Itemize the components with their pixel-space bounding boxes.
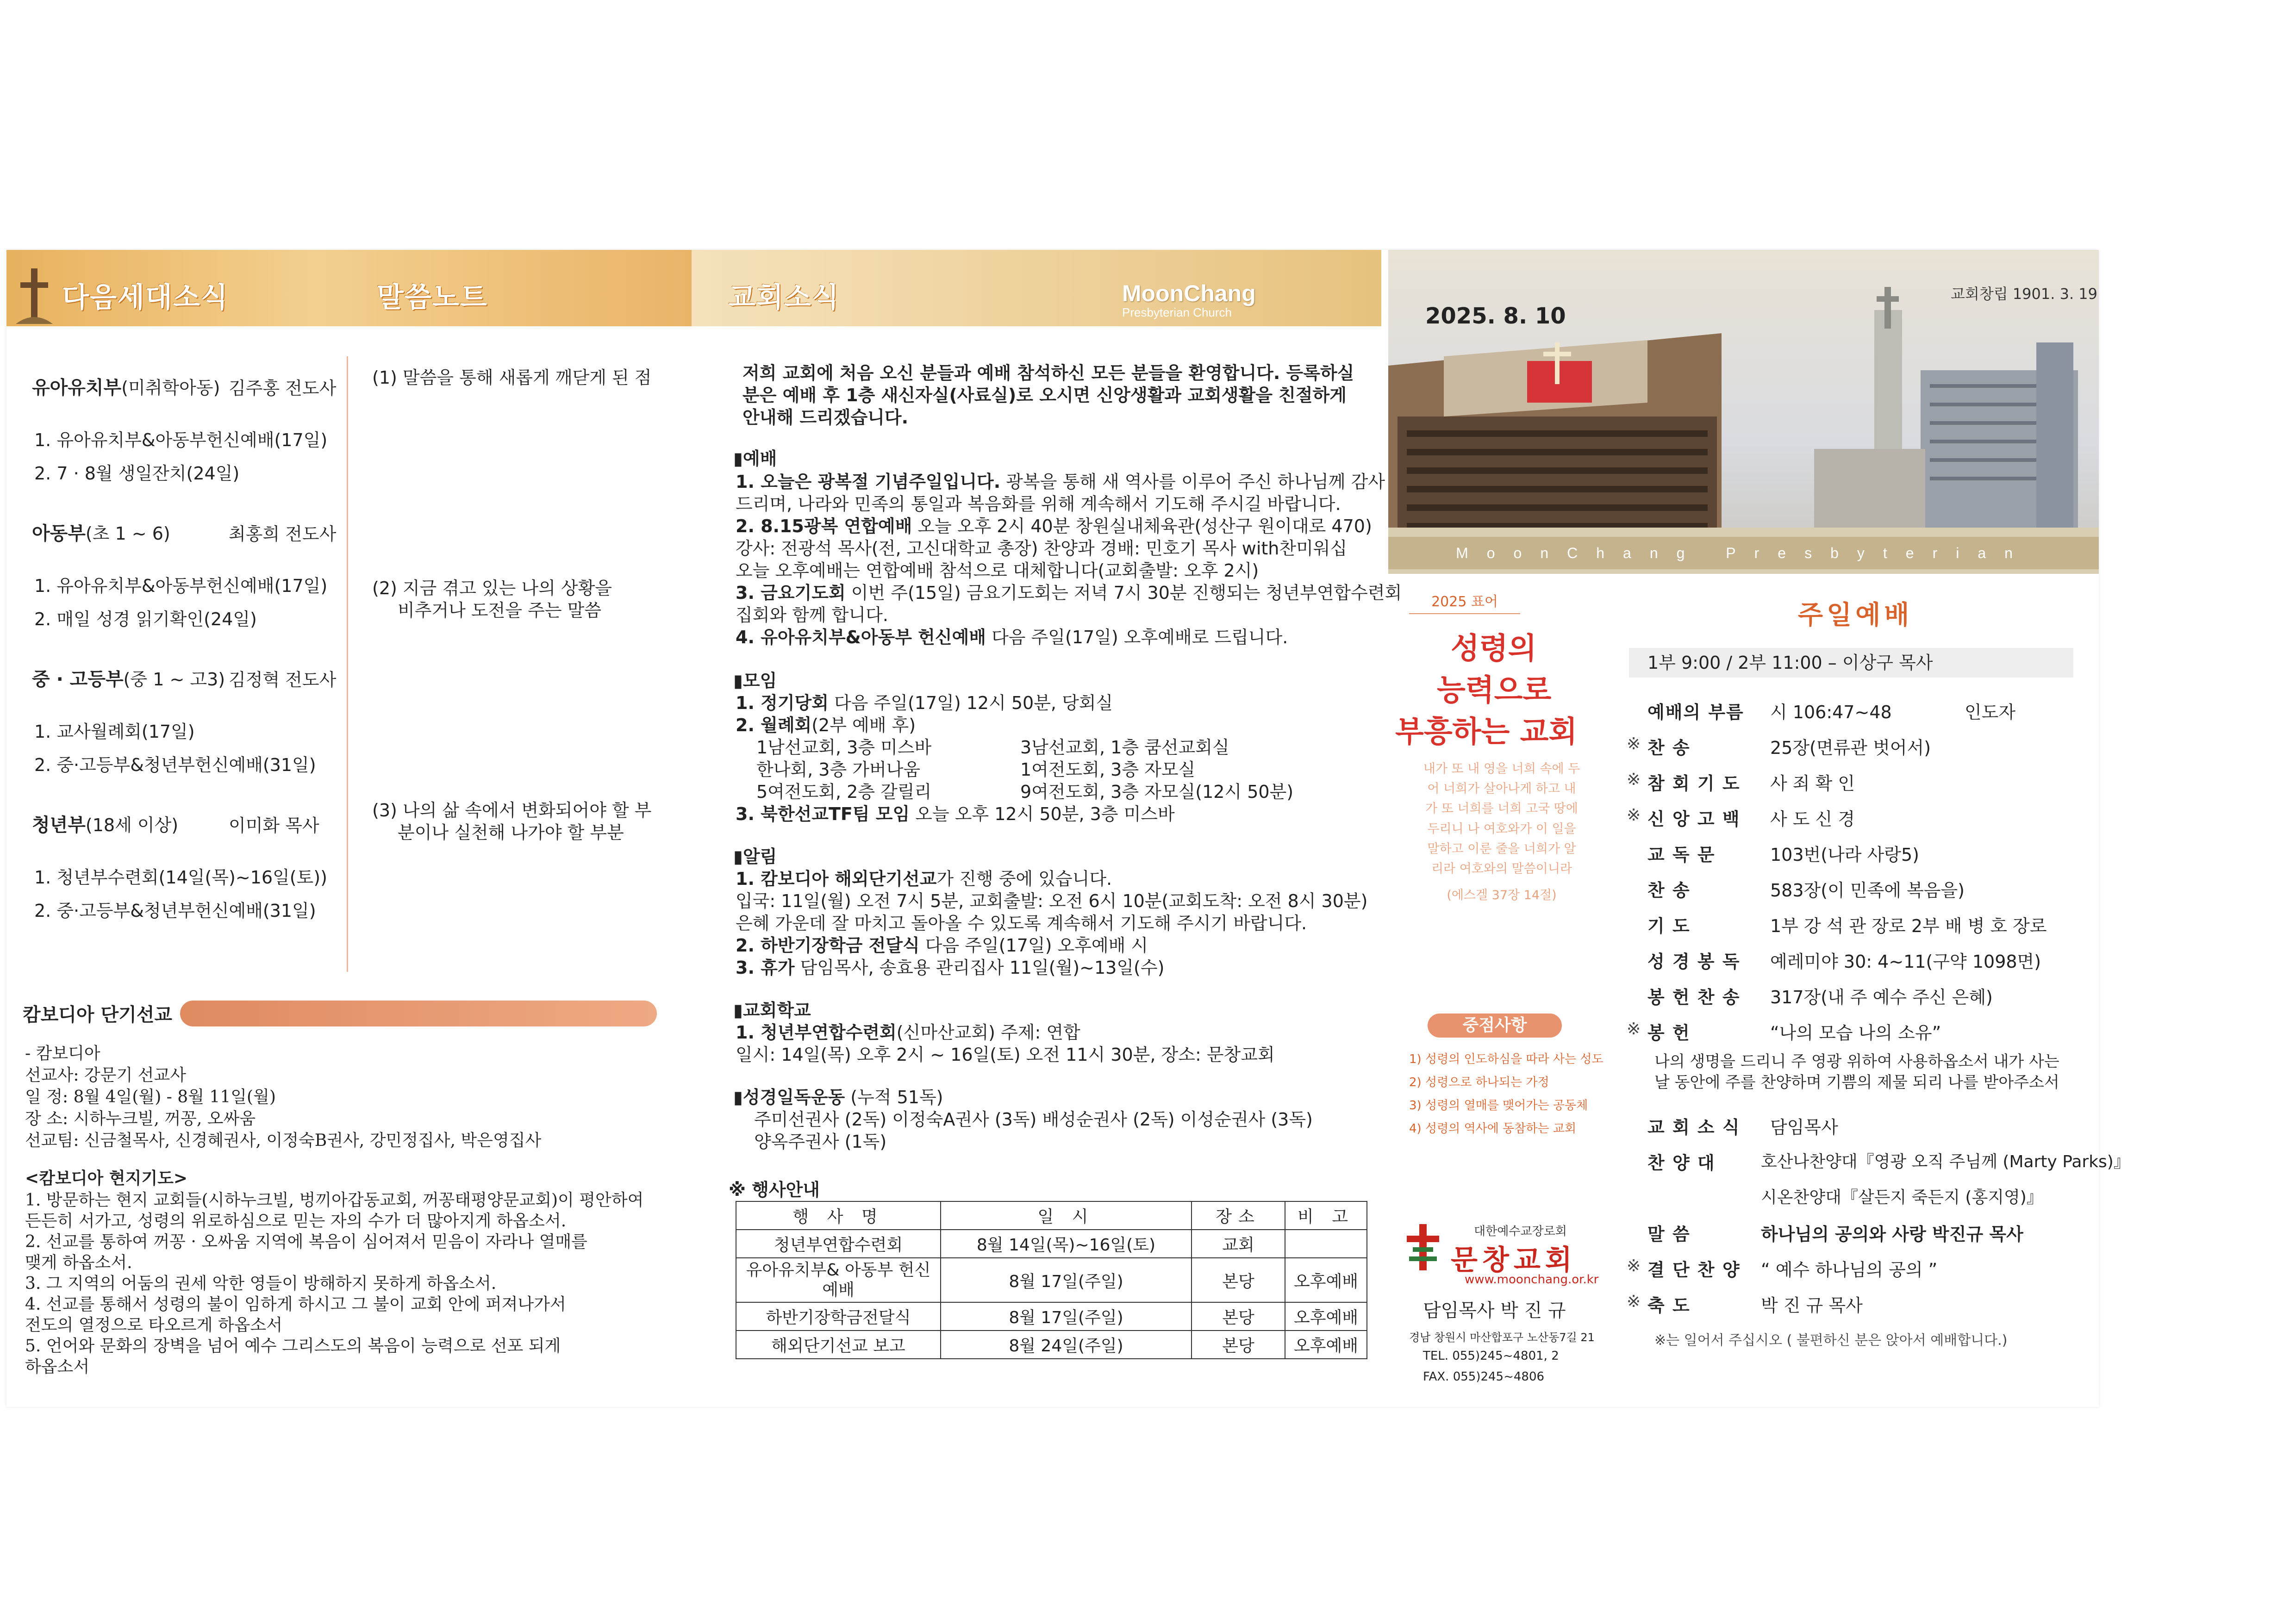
news-line: 강사: 전광석 목사(전, 고신대학교 총장) 찬양과 경배: 민호기 목사 with찬미워십 bbox=[736, 538, 1348, 559]
order-label: 봉 헌 찬 송 bbox=[1647, 987, 1741, 1007]
order-label: 찬 양 대 bbox=[1647, 1153, 1716, 1173]
standing-mark: ※ bbox=[1627, 770, 1641, 789]
intro-line: 안내해 드리겠습니다. bbox=[742, 407, 909, 428]
order-value: 317장(내 주 예수 주신 은혜) bbox=[1770, 987, 1993, 1007]
verse-line: 가 또 너희를 너희 고국 땅에 bbox=[1425, 802, 1578, 816]
order-value: “나의 모습 나의 소유” bbox=[1770, 1023, 1941, 1043]
cambodia-line: 선교팀: 신금철목사, 신경혜권사, 이정숙B권사, 강민정집사, 박은영집사 bbox=[25, 1131, 542, 1150]
church-address: 경남 창원시 마산합포구 노산동7길 21 bbox=[1409, 1331, 1595, 1344]
table-cell: 오후예배 bbox=[1285, 1331, 1367, 1359]
offering-text: 나의 생명을 드리니 주 영광 위하여 사용하옵소서 내가 사는 bbox=[1654, 1052, 2059, 1071]
order-label: 봉 헌 bbox=[1647, 1023, 1691, 1043]
brand-name: MoonChang bbox=[1122, 280, 1256, 306]
table-cell: 교회 bbox=[1192, 1230, 1285, 1258]
table-header: 행 사 명 bbox=[736, 1201, 941, 1230]
church-logo-icon bbox=[1404, 1222, 1441, 1273]
section-kindergarten: 유아유치부(미취학아동) bbox=[32, 377, 220, 398]
meeting-place: 5여전도회, 2층 갈릴리 bbox=[756, 782, 932, 802]
sermon-prompt-2b: 비추거나 도전을 주는 말씀 bbox=[398, 600, 602, 621]
list-item: 2. 중·고등부&청년부헌신예배(31일) bbox=[34, 755, 316, 775]
news-line: 3. 휴가 담임목사, 송효용 관리집사 11일(월)~13일(수) bbox=[736, 958, 1165, 978]
table-row bbox=[736, 1258, 1367, 1302]
prayer-line: 하옵소서 bbox=[25, 1357, 90, 1376]
table-cell: 본당 bbox=[1192, 1258, 1285, 1302]
verse-line: 내가 또 내 영을 너희 속에 두 bbox=[1423, 762, 1580, 776]
news-head-school: ▮교회학교 bbox=[733, 1000, 811, 1020]
table-header: 비 고 bbox=[1285, 1201, 1367, 1230]
order-value: 1부 강 석 관 장로 2부 배 병 호 장로 bbox=[1770, 916, 2047, 936]
prayer-line: 든든히 서가고, 성령의 위로하심으로 믿는 자의 수가 더 많아지게 하옵소서. bbox=[25, 1212, 567, 1231]
news-line: 4. 유아유치부&아동부 헌신예배 다음 주일(17일) 오후예배로 드립니다. bbox=[736, 627, 1288, 647]
order-value: 호산나찬양대『영광 오직 주님께 (Marty Parks)』 bbox=[1761, 1152, 2130, 1171]
table-cell: 8월 17일(주일) bbox=[941, 1302, 1192, 1331]
church-tel: TEL. 055)245~4801, 2 bbox=[1423, 1349, 1559, 1363]
intro-line: 분은 예배 후 1층 새신자실(사료실)로 오시면 신앙생활과 교회생활을 친절하게 bbox=[742, 385, 1347, 405]
news-head-bible: ▮성경일독운동 (누적 51독) bbox=[733, 1087, 943, 1107]
focus-item: 2) 성령으로 하나되는 가정 bbox=[1409, 1076, 1549, 1089]
order-value: 583장(이 민족에 복음을) bbox=[1770, 880, 1965, 901]
bible-readers: 양옥주권사 (1독) bbox=[754, 1132, 887, 1152]
cambodia-line: 장 소: 시하누크빌, 꺼꽁, 오싸움 bbox=[25, 1109, 256, 1128]
motto-line: 능력으로 bbox=[1437, 673, 1552, 708]
motto-line: 성령의 bbox=[1451, 632, 1537, 666]
news-line: 일시: 14일(목) 오후 2시 ~ 16일(토) 오전 11시 30분, 장소: 문창교회 bbox=[736, 1045, 1275, 1065]
news-line: 드리며, 나라와 민족의 통일과 복음화를 위해 계속해서 기도해 주시길 바랍니다. bbox=[736, 494, 1341, 514]
table-header-row bbox=[736, 1201, 1367, 1230]
meeting-place: 9여전도회, 3층 자모실(12시 50분) bbox=[1020, 782, 1294, 802]
section-youth: 중 · 고등부(중 1 ~ 고3) bbox=[32, 669, 225, 690]
table-cell: 해외단기선교 보고 bbox=[736, 1331, 941, 1359]
teacher-young-adult: 이미화 목사 bbox=[229, 815, 319, 836]
verse-line: 두리니 나 여호와가 이 일을 bbox=[1427, 821, 1576, 836]
standing-footnote: ※는 일어서 주십시오 ( 불편하신 분은 앉아서 예배합니다.) bbox=[1654, 1332, 2008, 1349]
cambodia-title-bar bbox=[180, 1001, 657, 1026]
section-young-adult: 청년부(18세 이상) bbox=[32, 815, 179, 836]
verse-line: 말하고 이룬 줄을 너희가 알 bbox=[1427, 841, 1576, 856]
cambodia-prayer-title: <캄보디아 현지기도> bbox=[25, 1169, 188, 1188]
section-title-church-news: 교회소식 bbox=[729, 281, 840, 314]
service-title: 주일예배 bbox=[1798, 600, 1913, 630]
news-line: 오늘 오후예배는 연합예배 참석으로 대체합니다(교회출발: 오후 2시) bbox=[736, 560, 1259, 581]
cover-banner: MoonChang Presbyterian Church bbox=[1388, 537, 2099, 569]
news-line: 입국: 11일(월) 오전 7시 5분, 교회출발: 오전 6시 10분(교회도착: 오전 8시 30분) bbox=[736, 891, 1368, 911]
order-value: “ 예수 하나님의 공의 ” bbox=[1761, 1260, 1938, 1280]
offering-text: 날 동안에 주를 찬양하며 기쁨의 제물 되리 나를 받아주소서 bbox=[1654, 1073, 2059, 1092]
prayer-line: 전도의 열정으로 타오르게 하옵소서 bbox=[25, 1316, 282, 1335]
sermon-prompt-1: (1) 말씀을 통해 새롭게 깨닫게 된 점 bbox=[372, 367, 652, 388]
bulletin-sheet bbox=[6, 250, 2130, 1407]
list-item: 2. 중·고등부&청년부헌신예배(31일) bbox=[34, 901, 316, 921]
table-cell: 하반기장학금전달식 bbox=[736, 1302, 941, 1331]
focus-title: 중점사항 bbox=[1428, 1014, 1562, 1038]
meeting-place: 1남선교회, 3층 미스바 bbox=[756, 737, 932, 758]
cover-date: 2025. 8. 10 bbox=[1425, 303, 1566, 329]
order-label: 기 도 bbox=[1647, 916, 1691, 936]
order-value: 박 진 규 목사 bbox=[1761, 1295, 1863, 1316]
news-line: 1. 정기당회 다음 주일(17일) 12시 50분, 당회실 bbox=[736, 693, 1113, 713]
denomination: 대한예수교장로회 bbox=[1474, 1225, 1567, 1238]
list-item: 2. 7 · 8월 생일잔치(24일) bbox=[34, 463, 240, 484]
focus-item: 1) 성령의 인도하심을 따라 사는 성도 bbox=[1409, 1052, 1603, 1066]
news-line: 3. 북한선교TF팀 모임 오늘 오후 12시 50분, 3층 미스바 bbox=[736, 804, 1175, 824]
prayer-line: 1. 방문하는 현지 교회들(시하누크빌, 벙끼아갑동교회, 꺼꽁태평양문교회)이 평안하여 bbox=[25, 1191, 644, 1210]
order-label: 축 도 bbox=[1647, 1295, 1691, 1316]
order-value: 예레미야 30: 4~11(구약 1098면) bbox=[1770, 951, 2041, 972]
order-label: 예배의 부름 bbox=[1647, 702, 1744, 722]
standing-mark: ※ bbox=[1627, 1292, 1641, 1311]
list-item: 2. 매일 성경 읽기확인(24일) bbox=[34, 609, 257, 629]
list-item: 1. 유아유치부&아동부헌신예배(17일) bbox=[34, 430, 328, 450]
church-fax: FAX. 055)245~4806 bbox=[1423, 1370, 1545, 1384]
prayer-line: 5. 언어와 문화의 장벽을 넘어 예수 그리스도의 복음이 능력으로 선포 되게 bbox=[25, 1337, 561, 1356]
table-row bbox=[736, 1302, 1367, 1331]
prayer-line: 2. 선교를 통하여 꺼꽁 · 오싸움 지역에 복음이 심어져서 믿음이 자라나 열매를 bbox=[25, 1232, 587, 1251]
table-header: 일 시 bbox=[941, 1201, 1192, 1230]
prayer-line: 4. 선교를 통해서 성령의 불이 임하게 하시고 그 불이 교회 안에 퍼져나가서 bbox=[25, 1295, 566, 1314]
verse-block bbox=[1409, 759, 1594, 905]
table-cell: 오후예배 bbox=[1285, 1258, 1367, 1302]
news-line: 2. 하반기장학금 전달식 다음 주일(17일) 오후예배 시 bbox=[736, 935, 1148, 956]
news-head-notice: ▮알림 bbox=[733, 846, 777, 867]
verse-ref: (에스겔 37장 14절) bbox=[1447, 888, 1557, 903]
standing-mark: ※ bbox=[1627, 1256, 1641, 1275]
list-item: 1. 청년부수련회(14일(목)~16일(토)) bbox=[34, 867, 327, 888]
news-head-worship: ▮예배 bbox=[733, 448, 777, 469]
order-value: 하나님의 공의와 사랑 박진규 목사 bbox=[1761, 1224, 2023, 1244]
news-head-meeting: ▮모임 bbox=[733, 671, 777, 691]
prayer-line: 맺게 하옵소서. bbox=[25, 1253, 132, 1272]
sermon-prompt-3b: 분이나 실천해 나가야 할 부분 bbox=[398, 822, 624, 843]
bible-readers: 주미선권사 (2독) 이정숙A권사 (3독) 배성순권사 (2독) 이성순권사 (3독) bbox=[754, 1109, 1313, 1130]
order-label: 말 씀 bbox=[1647, 1224, 1691, 1244]
order-value: 25장(면류관 벗어서) bbox=[1770, 738, 1931, 758]
verse-line: 어 너희가 살아나게 하고 내 bbox=[1427, 782, 1576, 796]
standing-mark: ※ bbox=[1627, 734, 1641, 753]
order-label: 성 경 봉 독 bbox=[1647, 951, 1741, 972]
section-children: 아동부(초 1 ~ 6) bbox=[32, 523, 170, 544]
cambodia-line: 일 정: 8월 4일(월) - 8월 11일(월) bbox=[25, 1088, 276, 1107]
focus-item: 3) 성령의 열매를 맺어가는 공동체 bbox=[1409, 1099, 1588, 1113]
teacher-children: 최홍희 전도사 bbox=[229, 524, 337, 544]
church-website: www.moonchang.or.kr bbox=[1465, 1273, 1599, 1287]
news-line: 1. 청년부연합수련회(신마산교회) 주제: 연합 bbox=[736, 1022, 1080, 1043]
standing-mark: ※ bbox=[1627, 806, 1641, 825]
order-label: 찬 송 bbox=[1647, 880, 1691, 901]
order-label: 교 독 문 bbox=[1647, 845, 1716, 865]
news-line: 3. 금요기도회 이번 주(15일) 금요기도회는 저녁 7시 30분 진행되는 청년부연합수련회 bbox=[736, 583, 1402, 603]
teacher-kindergarten: 김주홍 전도사 bbox=[229, 378, 337, 398]
section-title-next-generation: 다음세대소식 bbox=[62, 281, 229, 314]
table-cell: 본당 bbox=[1192, 1302, 1285, 1331]
founding-date: 교회창립 1901. 3. 19 bbox=[1951, 285, 2098, 303]
table-cell bbox=[1285, 1230, 1367, 1258]
order-label: 참 회 기 도 bbox=[1647, 773, 1741, 794]
news-line: 은혜 가운데 잘 마치고 돌아올 수 있도록 계속해서 기도해 주시기 바랍니다. bbox=[736, 913, 1307, 933]
sermon-prompt-2: (2) 지금 겪고 있는 나의 상황을 bbox=[372, 578, 612, 598]
teacher-youth: 김정혁 전도사 bbox=[229, 670, 337, 690]
events-head: ※ 행사안내 bbox=[729, 1180, 820, 1200]
intro-line: 저희 교회에 처음 오신 분들과 예배 참석하신 모든 분들을 환영합니다. 등록하실 bbox=[742, 363, 1354, 383]
order-label: 찬 송 bbox=[1647, 738, 1691, 758]
order-value: 시온찬양대『살든지 죽든지 (홍지영)』 bbox=[1761, 1188, 2043, 1207]
cambodia-title: 캄보디아 단기선교 bbox=[23, 1004, 173, 1026]
table-cell: 8월 17일(주일) bbox=[941, 1258, 1192, 1302]
verse-line: 리라 여호와의 말씀이니라 bbox=[1431, 861, 1572, 876]
cambodia-line: 선교사: 강문기 선교사 bbox=[25, 1066, 186, 1085]
table-row bbox=[736, 1230, 1367, 1258]
meeting-place: 1여전도회, 3층 자모실 bbox=[1020, 759, 1196, 780]
section-title-sermon-note: 말씀노트 bbox=[377, 281, 488, 314]
panel-divider-1 bbox=[347, 356, 348, 972]
order-label: 신 앙 고 백 bbox=[1647, 809, 1741, 829]
cambodia-line: - 캄보디아 bbox=[25, 1044, 100, 1063]
order-value: 사 도 신 경 bbox=[1770, 809, 1855, 829]
order-value: 103번(나라 사랑5) bbox=[1770, 845, 1919, 865]
news-line: 1. 캄보디아 해외단기선교가 진행 중에 있습니다. bbox=[736, 869, 1112, 889]
news-line: 1. 오늘은 광복절 기념주일입니다. 광복을 통해 새 역사를 이루어 주신 하나님께 감사 bbox=[736, 472, 1385, 492]
table-cell: 8월 14일(목)~16일(토) bbox=[941, 1230, 1192, 1258]
meeting-place: 한나회, 3층 가버나움 bbox=[756, 759, 921, 780]
leader-label: 인도자 bbox=[1965, 702, 2016, 722]
order-label: 교 회 소 식 bbox=[1647, 1117, 1741, 1138]
meeting-place: 3남선교회, 1층 쿰선교회실 bbox=[1020, 737, 1229, 758]
order-value: 담임목사 bbox=[1770, 1117, 1838, 1138]
list-item: 1. 교사월례회(17일) bbox=[34, 721, 195, 742]
table-cell: 청년부연합수련회 bbox=[736, 1230, 941, 1258]
table-cell: 8월 24일(주일) bbox=[941, 1331, 1192, 1359]
motto-line: 부흥하는 교회 bbox=[1395, 715, 1578, 749]
order-label: 결 단 찬 양 bbox=[1647, 1260, 1741, 1280]
table-cell: 오후예배 bbox=[1285, 1302, 1367, 1331]
prayer-line: 3. 그 지역의 어둠의 권세 악한 영들이 방해하지 못하게 하옵소서. bbox=[25, 1274, 497, 1293]
events-table bbox=[736, 1201, 1367, 1359]
sermon-prompt-3: (3) 나의 삶 속에서 변화되어야 할 부 bbox=[372, 800, 652, 821]
motto-label: 2025 표어 bbox=[1409, 590, 1520, 614]
table-cell: 본당 bbox=[1192, 1331, 1285, 1359]
cross-icon bbox=[16, 266, 53, 326]
table-row bbox=[736, 1331, 1367, 1359]
pastor-name: 담임목사 박 진 규 bbox=[1423, 1300, 1566, 1321]
news-line: 2. 8.15광복 연합예배 오늘 오후 2시 40분 창원실내체육관(성산구 원이대로 470) bbox=[736, 516, 1372, 536]
order-value: 시 106:47~48 bbox=[1770, 702, 1892, 722]
service-times: 1부 9:00 / 2부 11:00 – 이상구 목사 bbox=[1629, 648, 2073, 678]
news-line: 집회와 함께 합니다. bbox=[736, 605, 888, 625]
standing-mark: ※ bbox=[1627, 1020, 1641, 1038]
focus-item: 4) 성령의 역사에 동참하는 교회 bbox=[1409, 1122, 1577, 1136]
news-line: 2. 월례회(2부 예배 후) bbox=[736, 715, 916, 735]
table-cell: 유아유치부& 아동부 헌신예배 bbox=[736, 1258, 941, 1302]
brand-sub: Presbyterian Church bbox=[1122, 305, 1232, 319]
order-value: 사 죄 확 인 bbox=[1770, 773, 1855, 794]
church-name: 문창교회 bbox=[1451, 1244, 1577, 1276]
list-item: 1. 유아유치부&아동부헌신예배(17일) bbox=[34, 576, 328, 596]
table-header: 장소 bbox=[1192, 1201, 1285, 1230]
